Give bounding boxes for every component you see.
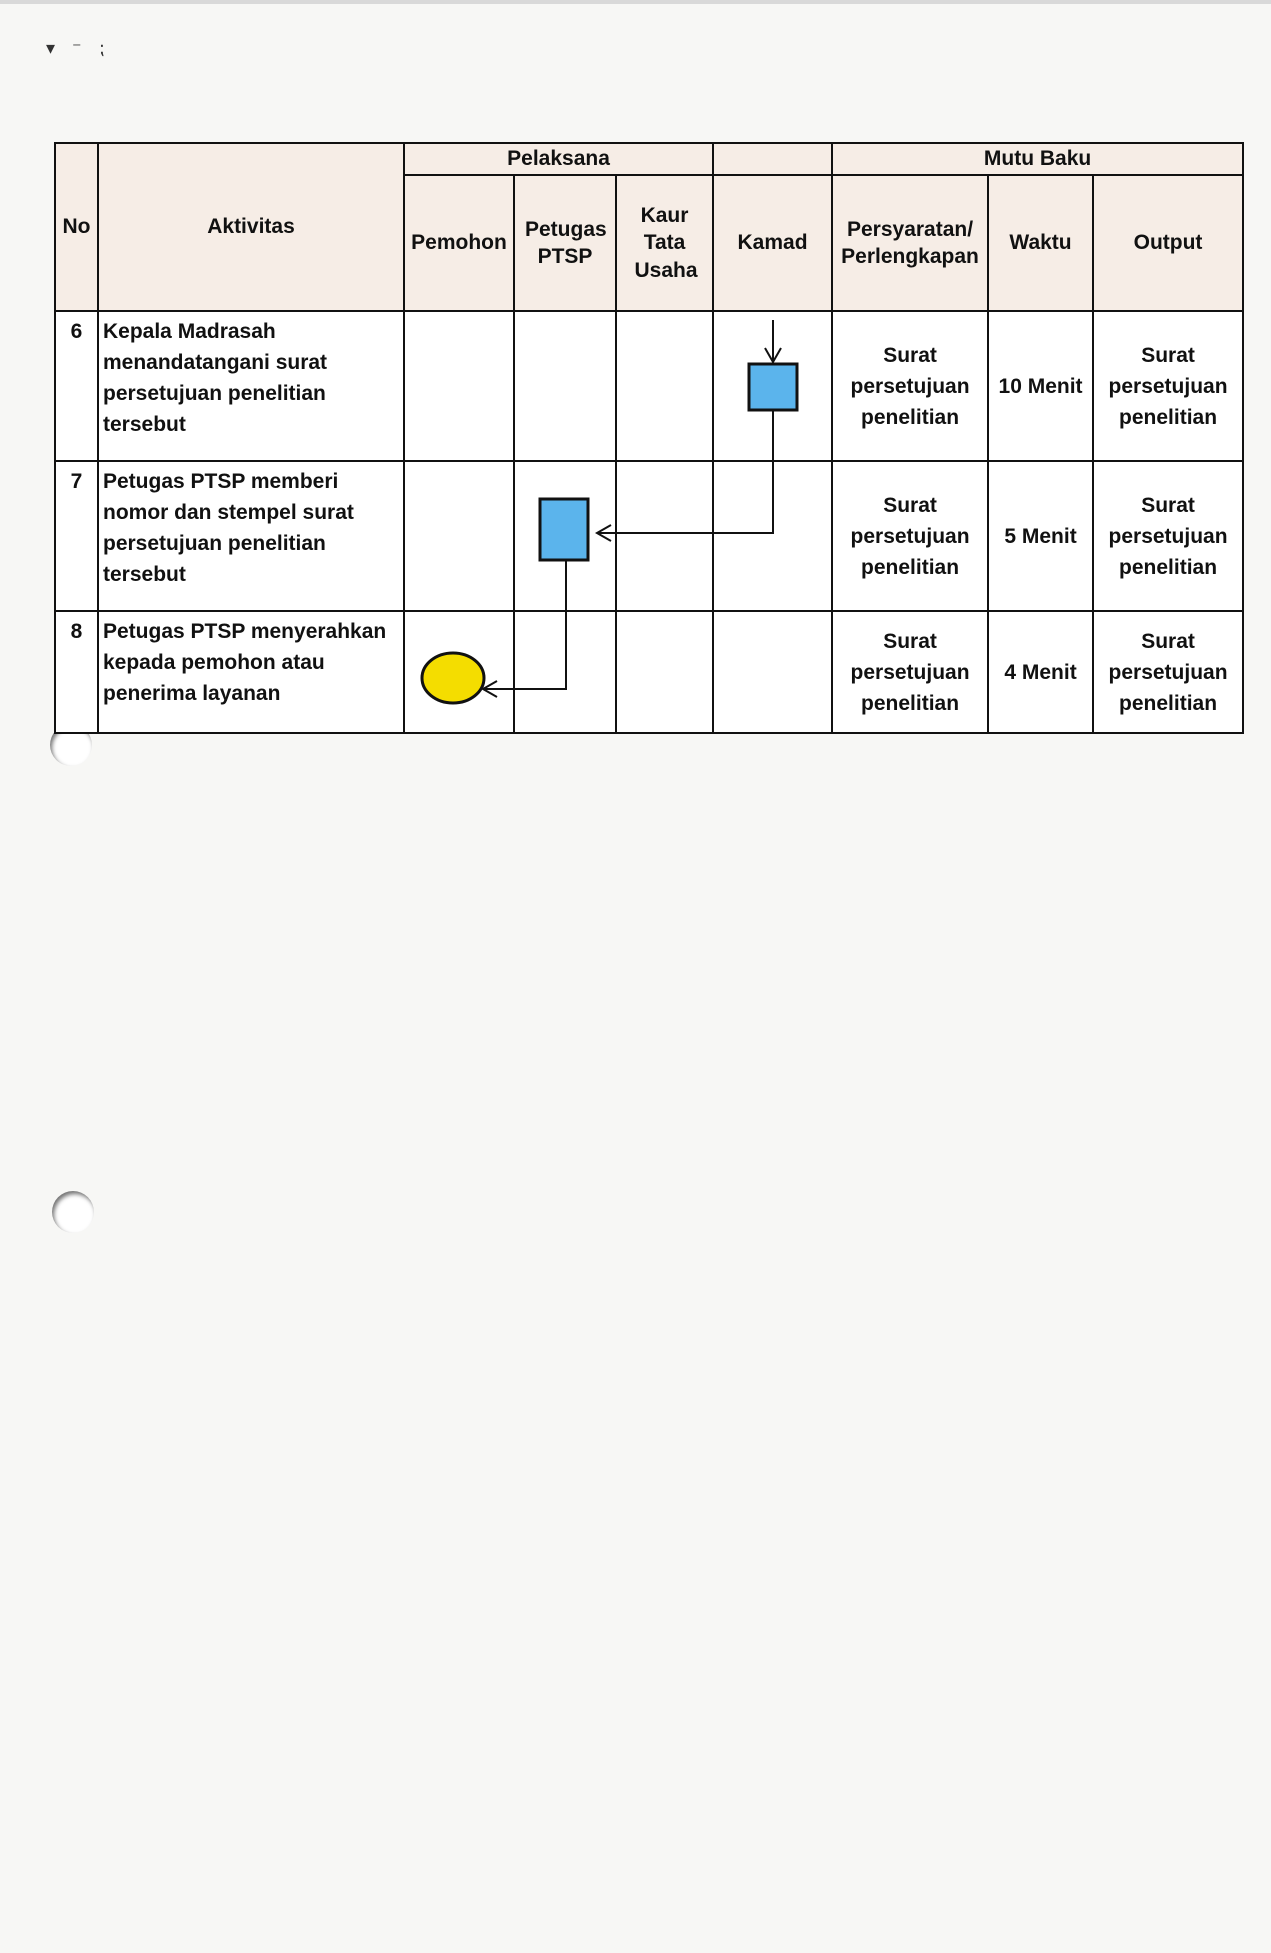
- row-persyaratan-text: Surat persetujuan penelitian: [850, 629, 970, 715]
- lane-pemohon: [404, 611, 514, 733]
- header-persyaratan-label: Persyaratan/ Perlengkapan: [841, 217, 979, 268]
- row-waktu: 10 Menit: [988, 311, 1093, 461]
- row-persyaratan-text: Surat persetujuan penelitian: [850, 343, 970, 429]
- page-mark: ▾ ⁻ ⁏: [46, 38, 111, 58]
- row-output-text: Surat persetujuan penelitian: [1108, 343, 1228, 429]
- punch-hole-bottom: [52, 1191, 94, 1233]
- row-no: 8: [55, 611, 98, 733]
- lane-pemohon: [404, 311, 514, 461]
- row-aktivitas: Petugas PTSP memberi nomor dan stempel surat persetujuan penelitian tersebut: [98, 461, 404, 611]
- lane-kaur: [616, 611, 713, 733]
- lane-kaur: [616, 311, 713, 461]
- row-no: 6: [55, 311, 98, 461]
- lane-kaur: [616, 461, 713, 611]
- header-blank: [713, 143, 832, 175]
- lane-petugas-ptsp: [514, 611, 616, 733]
- row-output: [1093, 311, 1243, 461]
- row-waktu: 4 Menit: [988, 611, 1093, 733]
- lane-kamad: [713, 611, 832, 733]
- row-aktivitas: Petugas PTSP menyerahkan kepada pemohon atau penerima layanan: [98, 611, 404, 733]
- row-persyaratan: [832, 611, 988, 733]
- lane-kamad: [713, 311, 832, 461]
- header-persyaratan: [832, 175, 988, 311]
- header-waktu: Waktu: [988, 175, 1093, 311]
- table-row: [55, 311, 1243, 461]
- row-output-text: Surat persetujuan penelitian: [1108, 629, 1228, 715]
- header-no: No: [55, 143, 98, 311]
- header-aktivitas: Aktivitas: [98, 143, 404, 311]
- header-pelaksana: Pelaksana: [404, 143, 713, 175]
- row-output: [1093, 611, 1243, 733]
- header-kaur-label: Kaur Tata Usaha: [634, 204, 698, 282]
- lane-petugas-ptsp: [514, 461, 616, 611]
- row-persyaratan: [832, 311, 988, 461]
- row-no: 7: [55, 461, 98, 611]
- lane-petugas-ptsp: [514, 311, 616, 461]
- header-kaur-tata-usaha: [616, 175, 713, 311]
- row-output-text: Surat persetujuan penelitian: [1108, 493, 1228, 579]
- row-waktu: 5 Menit: [988, 461, 1093, 611]
- sop-table: [54, 142, 1244, 734]
- row-output: [1093, 461, 1243, 611]
- header-mutu-baku: Mutu Baku: [832, 143, 1243, 175]
- lane-kamad: [713, 461, 832, 611]
- header-petugas-ptsp-label: Petugas PTSP: [525, 217, 607, 268]
- row-aktivitas: Kepala Madrasah menandatangani surat persetujuan penelitian tersebut: [98, 311, 404, 461]
- header-petugas-ptsp: [514, 175, 616, 311]
- header-output: Output: [1093, 175, 1243, 311]
- row-persyaratan-text: Surat persetujuan penelitian: [850, 493, 970, 579]
- header-pemohon: Pemohon: [404, 175, 514, 311]
- table-row: [55, 611, 1243, 733]
- header-kamad: Kamad: [713, 175, 832, 311]
- row-persyaratan: [832, 461, 988, 611]
- scan-edge: [0, 0, 1271, 4]
- lane-pemohon: [404, 461, 514, 611]
- table-row: [55, 461, 1243, 611]
